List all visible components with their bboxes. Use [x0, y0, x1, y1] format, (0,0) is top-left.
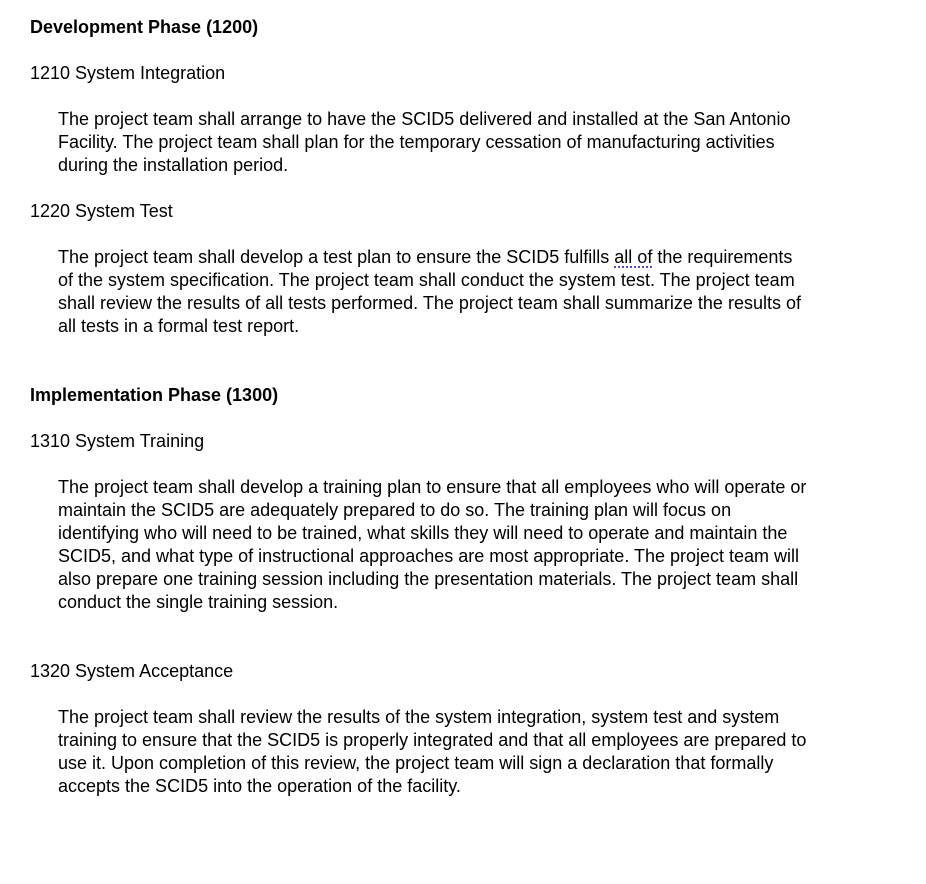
paragraph-line: conduct the single training session.: [58, 592, 339, 612]
paragraph-line: shall review the results of all tests performed. The project team shall summarize the results of: [58, 293, 801, 313]
system-test-heading: 1220 System Test: [30, 201, 173, 221]
paragraph-line: use it. Upon completion of this review, the project team will sign a declaration that formally: [58, 753, 774, 773]
paragraph-line: [58, 246, 908, 269]
paragraph-line: The project team shall review the results of the system integration, system test and system: [58, 707, 780, 727]
paragraph-line: SCID5, and what type of instructional approaches are most appropriate. The project team will: [58, 546, 800, 566]
paragraph-line: accepts the SCID5 into the operation of the facility.: [58, 776, 461, 796]
paragraph-line: also prepare one training session including the presentation materials. The project team shall: [58, 569, 799, 589]
paragraph-line: training to ensure that the SCID5 is properly integrated and that all employees are prepared to: [58, 730, 807, 750]
system-integration-heading: 1210 System Integration: [30, 63, 226, 83]
paragraph-line: identifying who will need to be trained, what skills they will need to operate and maintain the: [58, 523, 788, 543]
line-text: The project team shall develop a test plan to ensure the SCID5 fulfills: [58, 247, 615, 267]
system-test-paragraph: [58, 246, 908, 338]
system-training-paragraph: [58, 476, 908, 614]
paragraph-line: The project team shall develop a training plan to ensure that all employees who will operate or: [58, 477, 807, 497]
paragraph-line: all tests in a formal test report.: [58, 316, 300, 336]
paragraph-line: of the system specification. The project team shall conduct the system test. The project team: [58, 270, 795, 290]
line-text: the requirements: [652, 247, 793, 267]
system-acceptance-paragraph: [58, 706, 908, 798]
system-acceptance-heading: 1320 System Acceptance: [30, 661, 234, 681]
paragraph-line: during the installation period.: [58, 155, 289, 175]
system-integration-paragraph: [58, 108, 908, 177]
paragraph-line: The project team shall arrange to have the SCID5 delivered and installed at the San Antonio: [58, 109, 791, 129]
grammar-suggestion[interactable]: all of: [614, 247, 653, 267]
implementation-phase-heading: Implementation Phase (1300): [30, 385, 279, 405]
paragraph-line: maintain the SCID5 are adequately prepared to do so. The training plan will focus on: [58, 500, 732, 520]
development-phase-heading: Development Phase (1200): [30, 17, 259, 37]
paragraph-line: Facility. The project team shall plan for the temporary cessation of manufacturing activities: [58, 132, 775, 152]
system-training-heading: 1310 System Training: [30, 431, 205, 451]
